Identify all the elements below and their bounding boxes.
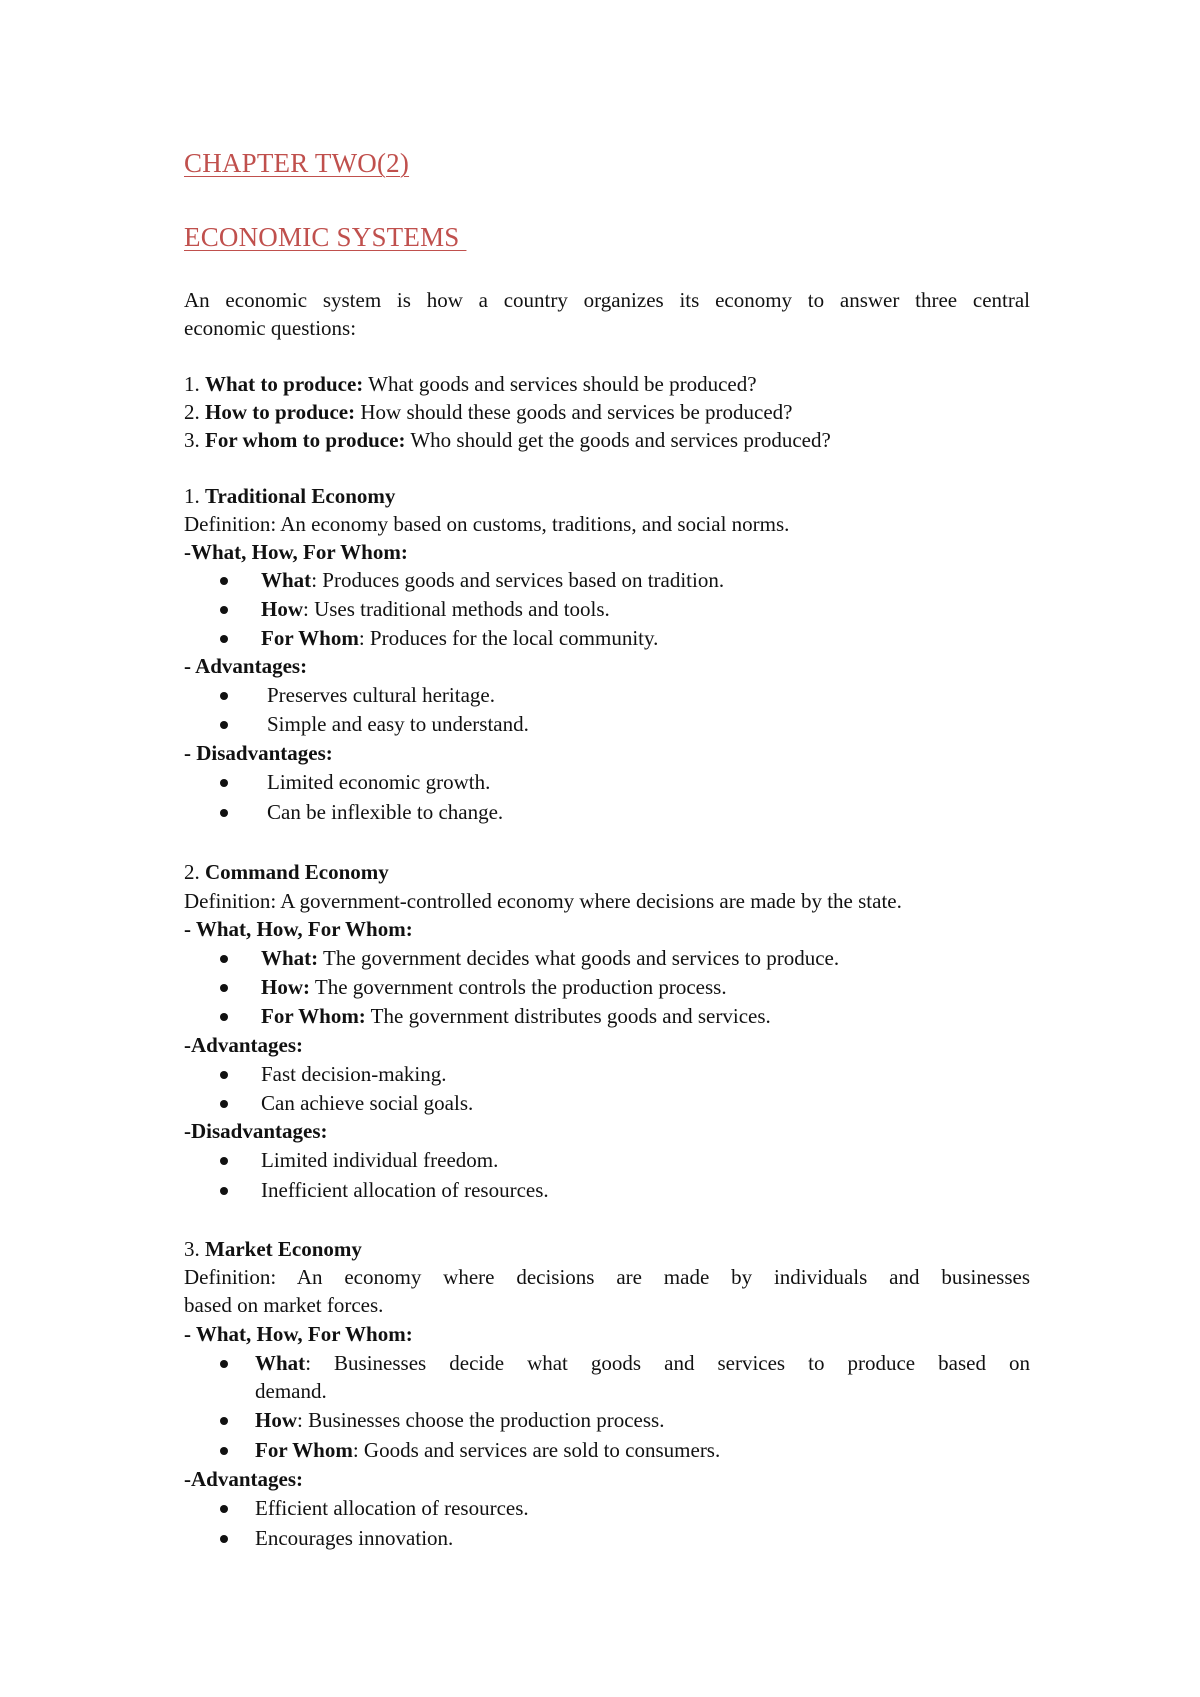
bullet-icon (220, 779, 228, 787)
bullet-icon (220, 1417, 228, 1425)
market-definition-line-1: Definition: An economy where decisions are made by individuals and businesses (184, 1265, 1030, 1289)
bullet-icon (220, 1157, 228, 1165)
item-text: : Businesses decide what goods and services to produce based on (305, 1351, 1030, 1375)
item-label: What (255, 1351, 306, 1375)
traditional-definition: Definition: An economy based on customs, traditions, and social norms. (184, 512, 790, 536)
intro-line-2: economic questions: (184, 316, 357, 340)
item-text: Inefficient allocation of resources. (261, 1178, 549, 1202)
item-label: How: (261, 975, 310, 999)
bullet-icon (220, 1013, 228, 1021)
item-text: Limited economic growth. (267, 770, 491, 794)
item-text: Efficient allocation of resources. (255, 1496, 529, 1520)
traditional-disadvantages-heading: - Disadvantages: (184, 741, 333, 765)
question-text: Who should get the goods and services produced? (405, 428, 831, 452)
item-label: For Whom (261, 626, 359, 650)
bullet-icon (220, 809, 228, 817)
section-number: 3. (184, 1237, 205, 1261)
item-label: For Whom (255, 1438, 353, 1462)
question-text: What goods and services should be produced? (363, 372, 757, 396)
bullet-icon (220, 1071, 228, 1079)
traditional-wfw-heading: -What, How, For Whom: (184, 540, 408, 564)
item-label: How (261, 597, 303, 621)
item-label: How (255, 1408, 297, 1432)
command-definition: Definition: A government-controlled economy where decisions are made by the state. (184, 889, 902, 913)
item-text-continued: demand. (255, 1379, 327, 1403)
item-label: What (261, 568, 312, 592)
item-text: : Produces goods and services based on tradition. (311, 568, 725, 592)
question-3 (184, 426, 831, 454)
bullet-icon (220, 955, 228, 963)
item-text: Can achieve social goals. (261, 1091, 474, 1115)
market-title (184, 1235, 362, 1263)
bullet-icon (220, 1447, 228, 1455)
command-wfw-heading: - What, How, For Whom: (184, 917, 413, 941)
traditional-title (184, 482, 395, 510)
item-text: Can be inflexible to change. (267, 800, 504, 824)
question-1 (184, 370, 757, 398)
item-text: The government decides what goods and services to produce. (318, 946, 840, 970)
item-text: : Produces for the local community. (358, 626, 659, 650)
bullet-icon (220, 692, 228, 700)
section-name: Command Economy (205, 860, 389, 884)
bullet-icon (220, 1360, 228, 1368)
command-advantages-heading: -Advantages: (184, 1033, 303, 1057)
bullet-icon (220, 577, 228, 585)
question-number: 3. (184, 428, 205, 452)
section-name: Traditional Economy (205, 484, 396, 508)
bullet-icon (220, 1535, 228, 1543)
item-text: The government controls the production process. (310, 975, 727, 999)
item-text: Preserves cultural heritage. (267, 683, 495, 707)
section-number: 2. (184, 860, 205, 884)
item-text: Simple and easy to understand. (267, 712, 529, 736)
question-number: 1. (184, 372, 205, 396)
section-number: 1. (184, 484, 205, 508)
bullet-icon (220, 1505, 228, 1513)
market-wfw-heading: - What, How, For Whom: (184, 1322, 413, 1346)
section-name: Market Economy (205, 1237, 362, 1261)
item-label: What: (261, 946, 319, 970)
item-text: Fast decision-making. (261, 1062, 447, 1086)
bullet-icon (220, 1100, 228, 1108)
traditional-advantages-heading: - Advantages: (184, 654, 308, 678)
question-label: For whom to produce: (205, 428, 406, 452)
question-2 (184, 398, 793, 426)
question-label: How to produce: (205, 400, 356, 424)
market-definition-line-2: based on market forces. (184, 1293, 384, 1317)
item-text: The government distributes goods and services. (365, 1004, 771, 1028)
bullet-icon (220, 984, 228, 992)
bullet-icon (220, 606, 228, 614)
market-advantages-heading: -Advantages: (184, 1467, 303, 1491)
question-number: 2. (184, 400, 205, 424)
item-text: Encourages innovation. (255, 1526, 454, 1550)
item-text: : Goods and services are sold to consumers. (352, 1438, 721, 1462)
command-title (184, 858, 389, 886)
command-disadvantages-heading: -Disadvantages: (184, 1119, 328, 1143)
bullet-icon (220, 721, 228, 729)
item-text: Limited individual freedom. (261, 1148, 499, 1172)
question-label: What to produce: (205, 372, 364, 396)
item-text: : Uses traditional methods and tools. (303, 597, 610, 621)
item-text: : Businesses choose the production process. (297, 1408, 665, 1432)
question-text: How should these goods and services be produced? (355, 400, 793, 424)
bullet-icon (220, 1187, 228, 1195)
section-title: ECONOMIC SYSTEMS (184, 222, 467, 252)
item-label: For Whom: (261, 1004, 366, 1028)
intro-line-1: An economic system is how a country organizes its economy to answer three central (184, 288, 1030, 312)
bullet-icon (220, 635, 228, 643)
chapter-title: CHAPTER TWO(2) (184, 148, 410, 178)
